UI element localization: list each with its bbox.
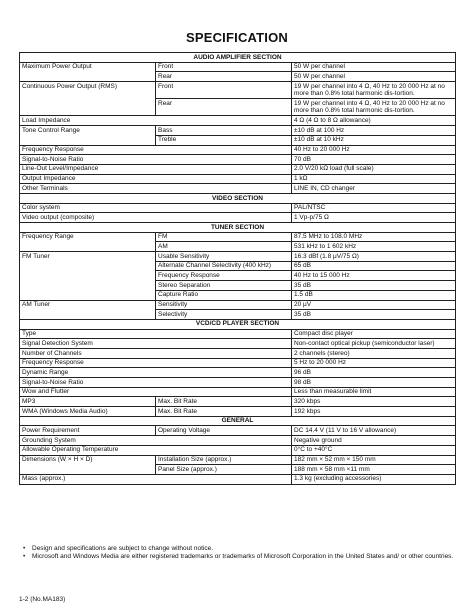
spec-row <box>20 116 456 126</box>
spec-row <box>20 378 456 388</box>
spec-row <box>20 348 456 358</box>
spec-label: Other Terminals <box>20 184 292 194</box>
footnote-text: Design and specifications are subject to change without notice. <box>32 545 214 552</box>
spec-value: DC 14.4 V (11 V to 16 V allowance) <box>292 426 456 436</box>
spec-value: 96 dB <box>292 368 456 378</box>
spec-label: MP3 <box>20 397 156 407</box>
spec-row <box>20 426 456 436</box>
section-header-row <box>20 319 456 329</box>
spec-value: 1.5 dB <box>292 290 456 300</box>
spec-label: Video output (composite) <box>20 213 292 223</box>
spec-row <box>20 213 456 223</box>
spec-row <box>20 232 456 242</box>
spec-value: 50 W per channel <box>292 72 456 82</box>
spec-value: 4 Ω (4 Ω to 8 Ω allowance) <box>292 116 456 126</box>
spec-label: Output Impedance <box>20 174 292 184</box>
spec-sublabel: Panel Size (approx.) <box>156 465 292 475</box>
spec-label: Tone Control Range <box>20 126 156 145</box>
spec-sublabel: Sensitivity <box>156 300 292 310</box>
spec-value: ±10 dB at 10 kHz <box>292 135 456 145</box>
spec-value: 192 kbps <box>292 407 456 417</box>
spec-sublabel: Front <box>156 62 292 72</box>
spec-value: 70 dB <box>292 155 456 165</box>
spec-value: PAL/NTSC <box>292 203 456 213</box>
spec-value: 0°C to +40°C <box>292 445 456 455</box>
spec-row <box>20 445 456 455</box>
spec-value: LINE IN, CD changer <box>292 184 456 194</box>
spec-value: 5 Hz to 20 000 Hz <box>292 358 456 368</box>
spec-value: 98 dB <box>292 378 456 388</box>
spec-value: 35 dB <box>292 281 456 291</box>
spec-value: Negative ground <box>292 436 456 446</box>
spec-value: 1 kΩ <box>292 174 456 184</box>
spec-row <box>20 387 456 397</box>
spec-row <box>20 203 456 213</box>
spec-sublabel: Usable Sensitivity <box>156 252 292 262</box>
spec-value: 1.3 kg (excluding accessories) <box>292 474 456 484</box>
spec-value: 87.5 MHz to 108.0 MHz <box>292 232 456 242</box>
section-header-row <box>20 53 456 63</box>
spec-label: FM Tuner <box>20 252 156 300</box>
footnote-item <box>21 553 457 561</box>
spec-sublabel: Operating Voltage <box>156 426 292 436</box>
spec-label: Line-Out Level/Impedance <box>20 164 292 174</box>
spec-row <box>20 397 456 407</box>
spec-row <box>20 455 456 465</box>
page-number: 1-2 (No.MA183) <box>19 596 66 603</box>
spec-value: 320 kbps <box>292 397 456 407</box>
spec-row <box>20 145 456 155</box>
spec-label: Maximum Power Output <box>20 62 156 81</box>
spec-sublabel: Bass <box>156 126 292 136</box>
specification-table <box>19 52 456 485</box>
spec-label: Load Impedance <box>20 116 292 126</box>
section-title: TUNER SECTION <box>20 223 456 233</box>
spec-label: Color system <box>20 203 292 213</box>
section-header-row <box>20 223 456 233</box>
spec-sublabel: FM <box>156 232 292 242</box>
spec-value: 531 kHz to 1 602 kHz <box>292 242 456 252</box>
spec-value: 2 channels (stereo) <box>292 348 456 358</box>
spec-row <box>20 184 456 194</box>
spec-row <box>20 339 456 349</box>
spec-value: 40 Hz to 15 000 Hz <box>292 271 456 281</box>
spec-label: Frequency Response <box>20 145 292 155</box>
spec-sublabel: Rear <box>156 72 292 82</box>
footnotes <box>21 545 457 561</box>
spec-sublabel: Rear <box>156 99 292 116</box>
spec-sublabel: Treble <box>156 135 292 145</box>
spec-sublabel: AM <box>156 242 292 252</box>
spec-sublabel: Frequency Response <box>156 271 292 281</box>
spec-sublabel: Selectivity <box>156 310 292 320</box>
spec-label: Mass (approx.) <box>20 474 292 484</box>
section-title: GENERAL <box>20 416 456 426</box>
spec-sublabel: Stereo Separation <box>156 281 292 291</box>
spec-value: 65 dB <box>292 261 456 271</box>
spec-sublabel: Max. Bit Rate <box>156 407 292 417</box>
spec-label: Grounding System <box>20 436 292 446</box>
bullet-icon: • <box>23 545 26 552</box>
spec-sublabel: Max. Bit Rate <box>156 397 292 407</box>
spec-sublabel: Alternate Channel Selectivity (400 kHz) <box>156 261 292 271</box>
spec-row <box>20 407 456 417</box>
spec-row <box>20 155 456 165</box>
spec-label: Allowable Operating Temperature <box>20 445 292 455</box>
spec-sublabel: Capture Ratio <box>156 290 292 300</box>
spec-row <box>20 368 456 378</box>
spec-sublabel: Installation Size (approx.) <box>156 455 292 465</box>
spec-value: 35 dB <box>292 310 456 320</box>
spec-label: AM Tuner <box>20 300 156 319</box>
spec-row <box>20 358 456 368</box>
spec-row <box>20 164 456 174</box>
spec-label: Signal-to-Noise Ratio <box>20 378 292 388</box>
spec-label: Signal-to-Noise Ratio <box>20 155 292 165</box>
spec-value: Less than measurable limit <box>292 387 456 397</box>
footnote-text: Microsoft and Windows Media are either registered trademarks or trademarks of Microsoft Corporation in the United States and/ or other countries. <box>32 553 454 560</box>
spec-label: Number of Channels <box>20 348 292 358</box>
spec-row <box>20 329 456 339</box>
section-title: VIDEO SECTION <box>20 193 456 203</box>
spec-label: Power Requirement <box>20 426 156 436</box>
spec-label: Continuous Power Output (RMS) <box>20 82 156 116</box>
spec-value: ±10 dB at 100 Hz <box>292 126 456 136</box>
specification-table-body <box>20 53 456 485</box>
spec-value: 50 W per channel <box>292 62 456 72</box>
spec-label: WMA (Windows Media Audio) <box>20 407 156 417</box>
spec-value: 188 mm × 58 mm ×11 mm <box>292 465 456 475</box>
spec-row <box>20 436 456 446</box>
bullet-icon: • <box>23 553 26 560</box>
spec-label: Signal Detection System <box>20 339 292 349</box>
spec-row <box>20 62 456 72</box>
spec-row <box>20 174 456 184</box>
page-title: SPECIFICATION <box>185 30 289 45</box>
footnote-item <box>21 545 457 553</box>
spec-label: Type <box>20 329 292 339</box>
spec-label: Wow and Flutter <box>20 387 292 397</box>
spec-row <box>20 82 456 99</box>
section-title: AUDIO AMPLIFIER SECTION <box>20 53 456 63</box>
spec-value: 182 mm × 52 mm × 150 mm <box>292 455 456 465</box>
spec-label: Dynamic Range <box>20 368 292 378</box>
spec-value: 20 μV <box>292 300 456 310</box>
spec-value: 2.0 V/20 kΩ load (full scale) <box>292 164 456 174</box>
section-header-row <box>20 416 456 426</box>
spec-row <box>20 300 456 310</box>
spec-label: Dimensions (W × H × D) <box>20 455 156 474</box>
spec-value: 40 Hz to 20 000 Hz <box>292 145 456 155</box>
section-header-row <box>20 193 456 203</box>
spec-label: Frequency Range <box>20 232 156 251</box>
spec-value: 1 Vp-p/75 Ω <box>292 213 456 223</box>
spec-label: Frequency Response <box>20 358 292 368</box>
spec-value: Compact disc player <box>292 329 456 339</box>
spec-value: 16.3 dBf (1.8 μV/75 Ω) <box>292 252 456 262</box>
spec-value: Non-contact optical pickup (semiconductor laser) <box>292 339 456 349</box>
spec-value: 19 W per channel into 4 Ω, 40 Hz to 20 000 Hz at no more than 0.8% total harmonic dis-tortion. <box>292 99 456 116</box>
spec-row <box>20 474 456 484</box>
spec-row <box>20 252 456 262</box>
spec-value: 19 W per channel into 4 Ω, 40 Hz to 20 000 Hz at no more than 0.8% total harmonic dis-tortion. <box>292 82 456 99</box>
spec-row <box>20 126 456 136</box>
spec-sublabel: Front <box>156 82 292 99</box>
section-title: VCD/CD PLAYER SECTION <box>20 319 456 329</box>
